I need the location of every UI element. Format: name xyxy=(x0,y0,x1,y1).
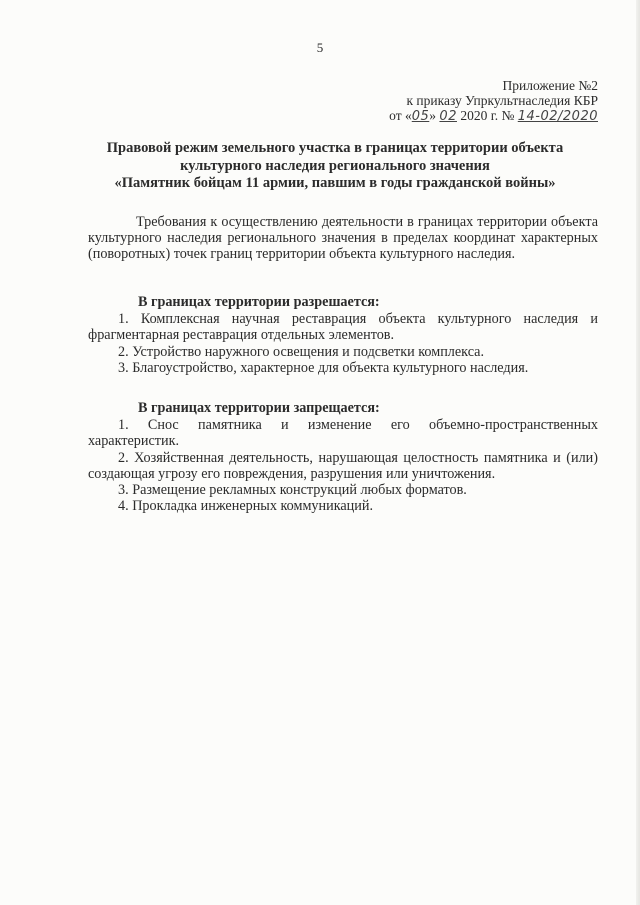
handwritten-month: 02 xyxy=(439,109,457,124)
handwritten-order-number: 14-02/2020 xyxy=(517,109,598,124)
appendix-label: Приложение №2 xyxy=(502,78,598,93)
forbidden-item: 3. Размещение рекламных конструкций любых форматов. xyxy=(118,482,467,499)
document-title xyxy=(70,140,600,193)
allowed-item: 3. Благоустройство, характерное для объекта культурного наследия. xyxy=(118,359,529,376)
forbidden-item: 1. Снос памятника и изменение его объемно-пространственных характеристик. xyxy=(88,417,598,450)
forbidden-item: 4. Прокладка инженерных коммуникаций. xyxy=(118,498,374,515)
allowed-item: 1. Комплексная научная реставрация объекта культурного наследия и фрагментарная реставрация отдельных элементов. xyxy=(88,311,598,344)
appendix-date-line xyxy=(389,108,598,124)
date-mid: » xyxy=(429,108,437,123)
intro-paragraph: Требования к осуществлению деятельности в границах территории объекта культурного наследия регионального значения в пределах координат характерных (поворотных) точек границ территории объекта культурного наследия. xyxy=(88,214,598,263)
allowed-heading: В границах территории разрешается: xyxy=(138,294,380,310)
appendix-order-ref: к приказу Упркультнаследия КБР xyxy=(406,93,598,108)
date-year: 2020 г. № xyxy=(460,108,515,123)
page-number: 5 xyxy=(316,40,324,55)
date-prefix: от « xyxy=(389,108,412,123)
appendix-header xyxy=(389,78,598,124)
forbidden-item: 2. Хозяйственная деятельность, нарушающая целостность памятника и (или) создающая угрозу его повреждения, разрушения или уничтожения. xyxy=(88,449,598,482)
title-line-1: Правовой режим земельного участка в границах территории объекта xyxy=(106,140,564,156)
scan-edge xyxy=(636,0,640,905)
forbidden-heading: В границах территории запрещается: xyxy=(138,400,380,416)
title-line-2: культурного наследия регионального значения xyxy=(180,157,490,174)
forbidden-section xyxy=(88,400,598,514)
allowed-section xyxy=(88,294,598,376)
handwritten-day: 05 xyxy=(411,109,430,124)
allowed-item: 2. Устройство наружного освещения и подсветки комплекса. xyxy=(118,343,485,360)
title-line-3: «Памятник бойцам 11 армии, павшим в годы гражданской войны» xyxy=(114,175,556,191)
